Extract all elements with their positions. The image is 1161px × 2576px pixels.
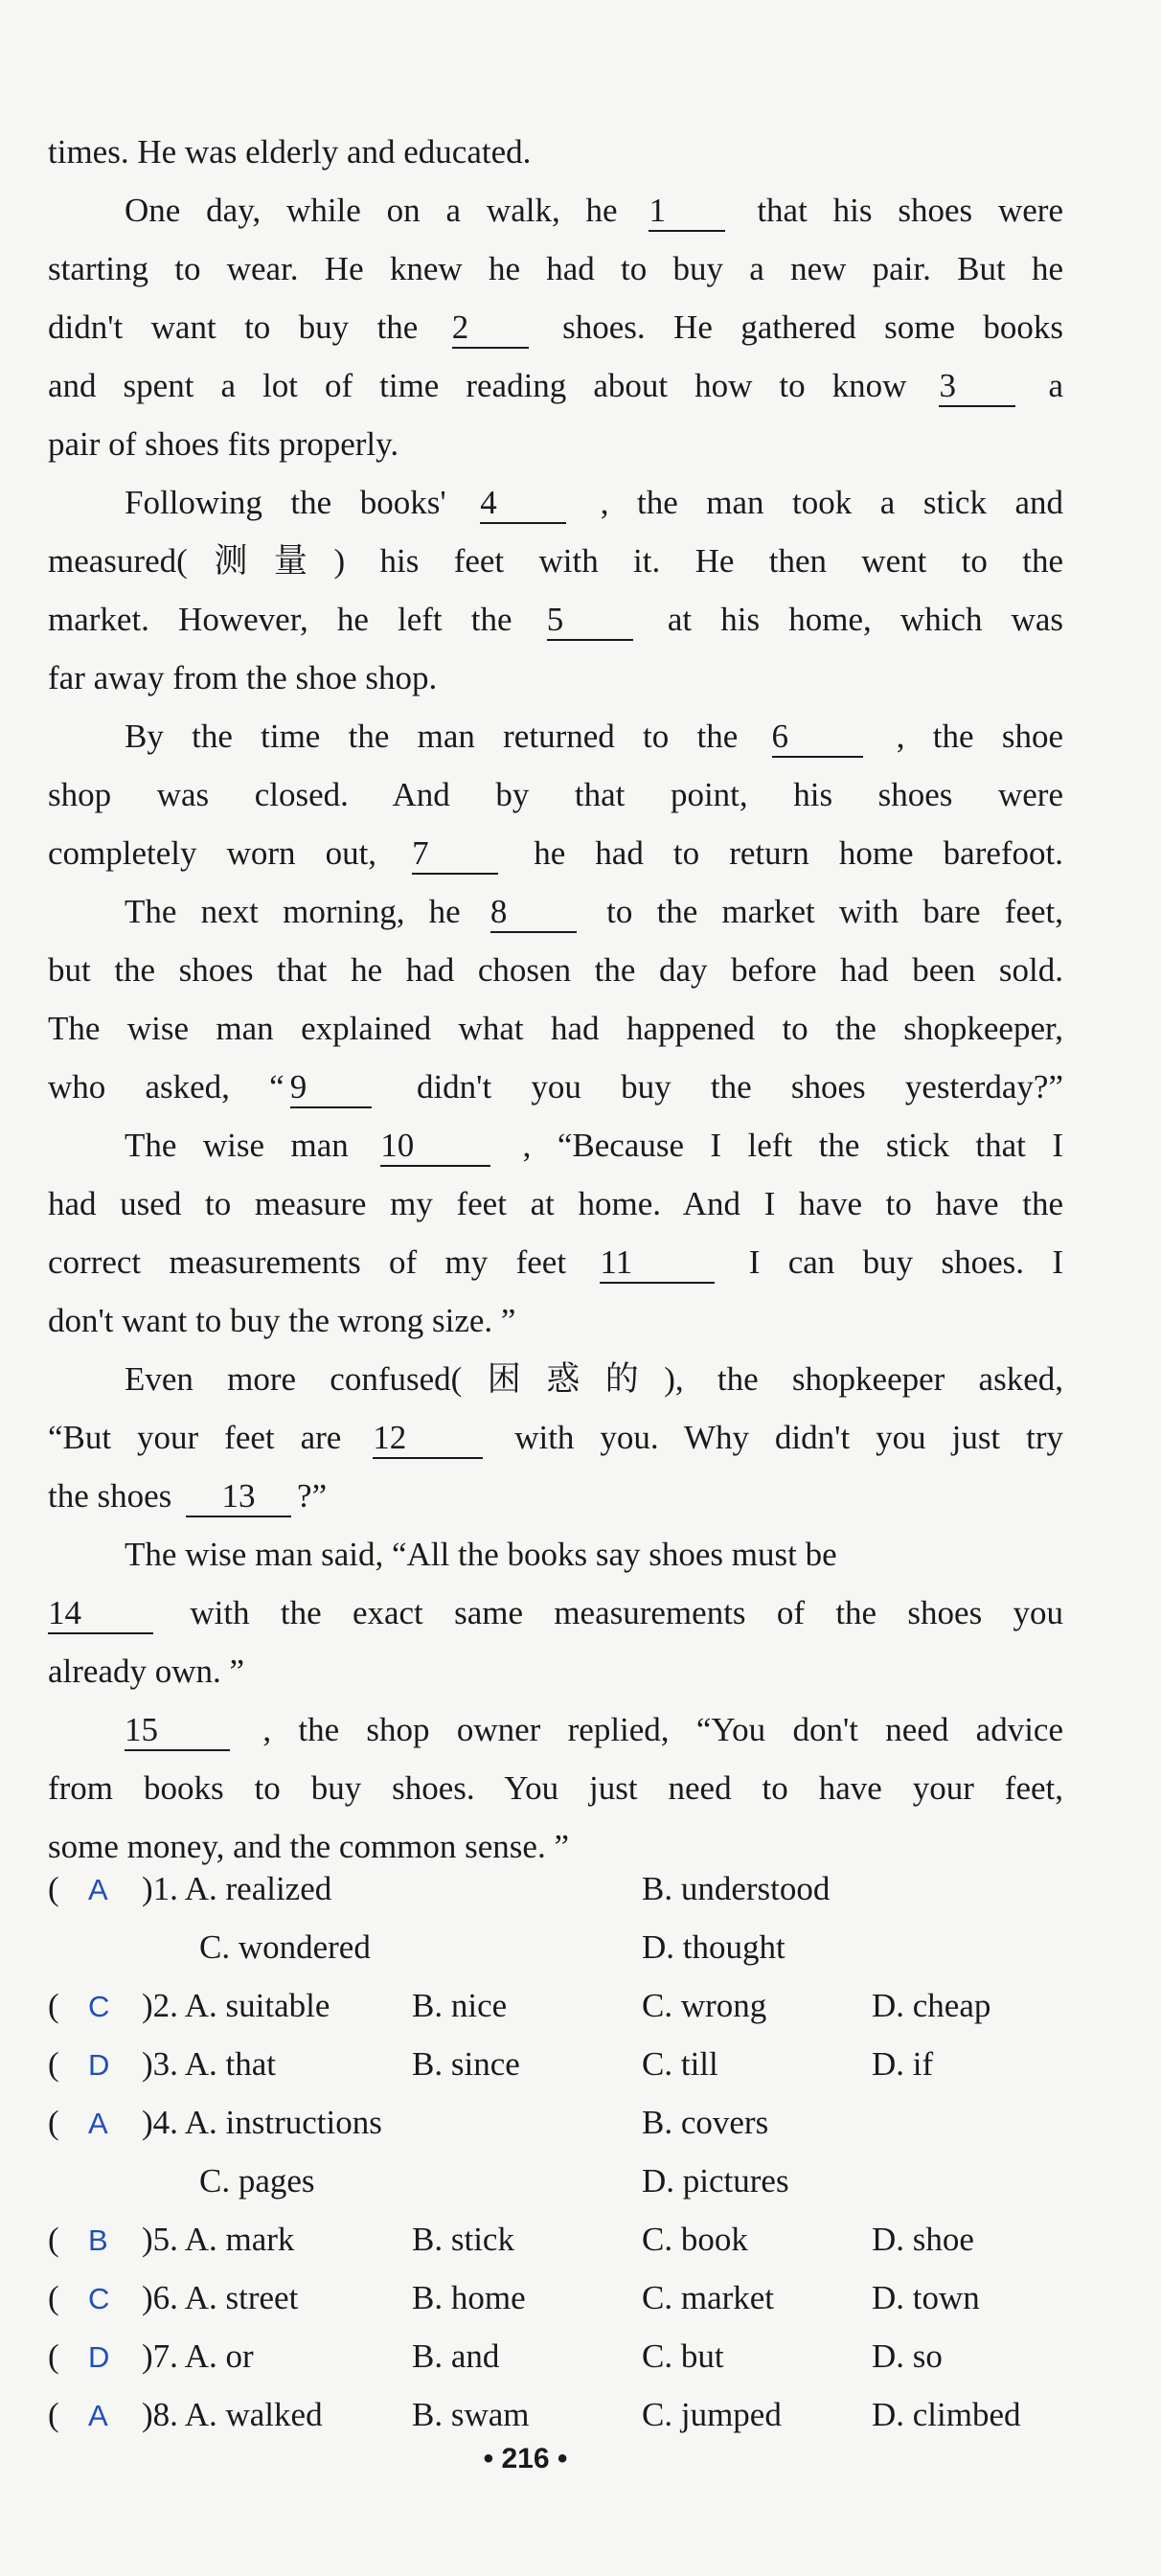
answer-letter: C — [88, 2282, 110, 2315]
question-option-a: )4. A. instructions — [142, 2104, 382, 2141]
blank-4: 4 — [480, 484, 566, 524]
question-option-d: D. cheap — [872, 1987, 991, 2024]
passage-text: The wise man said, “All the books say shoes must be — [125, 1536, 837, 1573]
question-option-a: )8. A. walked — [142, 2396, 323, 2433]
passage-line — [48, 1408, 1063, 1467]
answer-letter: A — [88, 1873, 108, 1906]
question-option-a: )1. A. realized — [142, 1870, 332, 1907]
passage-line — [48, 1584, 1063, 1642]
question-row — [48, 2162, 1102, 2221]
question-option-a: )6. A. street — [142, 2279, 299, 2316]
blank-12: 12 — [373, 1419, 483, 1459]
blank-7: 7 — [412, 834, 498, 875]
blank-1: 1 — [649, 192, 725, 232]
passage-text: completely worn out, — [48, 834, 377, 872]
blank-14: 14 — [48, 1594, 153, 1634]
paren-open: ( — [48, 1870, 59, 1907]
passage-text: One day, while on a walk, he — [125, 192, 618, 229]
multiple-choice-questions — [48, 1870, 1102, 2454]
passage-line — [48, 882, 1063, 941]
question-option-a: )5. A. mark — [142, 2221, 295, 2258]
passage-text: Even more confused(困惑的), the shopkeeper asked, — [125, 1360, 1063, 1398]
passage-line — [48, 1058, 1063, 1116]
passage-line — [48, 181, 1063, 239]
passage-line — [48, 1467, 1063, 1525]
paren-open: ( — [48, 1987, 59, 2024]
passage-line — [48, 1642, 1063, 1700]
passage-text: the shoes — [48, 1477, 172, 1515]
blank-3: 3 — [939, 367, 1015, 407]
question-option-b: B. covers — [642, 2104, 769, 2141]
passage-text: had used to measure my feet at home. And I have to have the — [48, 1185, 1063, 1222]
blank-6: 6 — [772, 718, 863, 758]
passage-text: , the shoe — [896, 718, 1063, 755]
answer-letter: A — [88, 2107, 108, 2140]
question-option-b: B. stick — [412, 2221, 514, 2258]
passage-text: far away from the shoe shop. — [48, 659, 438, 696]
paren-open: ( — [48, 2104, 59, 2141]
passage-text: ?” — [297, 1477, 328, 1515]
answer-letter: D — [88, 2048, 110, 2082]
passage-line — [48, 415, 1063, 473]
passage-text: that his shoes were — [757, 192, 1063, 229]
blank-9: 9 — [290, 1068, 372, 1108]
question-option-c: C. pages — [199, 2162, 315, 2200]
passage-text: to the market with bare feet, — [606, 893, 1064, 930]
question-option-b: B. since — [412, 2045, 520, 2083]
question-option-c: C. book — [642, 2221, 748, 2258]
question-option-b: B. swam — [412, 2396, 530, 2433]
passage-line — [48, 590, 1063, 649]
question-option-a: )3. A. that — [142, 2045, 276, 2083]
question-option-b: B. nice — [412, 1987, 508, 2024]
passage-text: didn't you buy the shoes yesterday?” — [416, 1068, 1064, 1106]
question-row — [48, 2045, 1102, 2104]
passage-text: By the time the man returned to the — [125, 718, 739, 755]
passage-line — [48, 532, 1063, 590]
question-row — [48, 1987, 1102, 2045]
passage-line — [48, 999, 1063, 1058]
paren-open: ( — [48, 2337, 59, 2375]
passage-text: pair of shoes fits properly. — [48, 425, 399, 463]
passage-line — [48, 707, 1063, 765]
question-row — [48, 1928, 1102, 1987]
answer-letter: B — [88, 2223, 108, 2257]
question-row — [48, 2104, 1102, 2162]
passage-text: starting to wear. He knew he had to buy a new pair. But he — [48, 250, 1063, 287]
passage-line — [48, 1291, 1063, 1350]
passage-line — [48, 1174, 1063, 1233]
passage-text: with you. Why didn't you just try — [514, 1419, 1063, 1456]
paren-open: ( — [48, 2396, 59, 2433]
question-option-c: C. jumped — [642, 2396, 782, 2433]
question-option-b: B. and — [412, 2337, 500, 2375]
passage-text: at his home, which was — [667, 601, 1064, 638]
question-row — [48, 2221, 1102, 2279]
passage-line — [48, 473, 1063, 532]
passage-text: correct measurements of my feet — [48, 1243, 567, 1281]
passage-text: The wise man — [125, 1127, 349, 1164]
answer-letter: A — [88, 2399, 108, 2432]
question-option-d: D. climbed — [872, 2396, 1021, 2433]
passage-text: The next morning, he — [125, 893, 461, 930]
answer-letter: C — [88, 1990, 110, 2023]
passage-text: Following the books' — [125, 484, 446, 521]
question-option-d: D. so — [872, 2337, 943, 2375]
passage-text: The wise man explained what had happened to the shopkeeper, — [48, 1010, 1063, 1047]
passage-line — [48, 765, 1063, 824]
question-row — [48, 2337, 1102, 2396]
question-option-c: C. but — [642, 2337, 724, 2375]
passage-text: measured(测量) his feet with it. He then went to the — [48, 542, 1063, 580]
passage-line — [48, 298, 1063, 356]
passage-text: with the exact same measurements of the shoes you — [190, 1594, 1064, 1631]
paren-open: ( — [48, 2045, 59, 2083]
question-option-a: )7. A. or — [142, 2337, 254, 2375]
passage-line — [48, 356, 1063, 415]
question-option-c: C. market — [642, 2279, 775, 2316]
passage-line — [48, 239, 1063, 298]
question-option-d: D. thought — [642, 1928, 785, 1966]
blank-11: 11 — [600, 1243, 715, 1284]
passage-text: who asked, “ — [48, 1068, 285, 1106]
blank-8: 8 — [490, 893, 577, 933]
passage-line — [48, 824, 1063, 882]
reading-passage — [48, 123, 1063, 1876]
passage-text: , the shop owner replied, “You don't need advice — [262, 1711, 1063, 1748]
question-option-d: D. if — [872, 2045, 934, 2083]
question-option-c: C. till — [642, 2045, 718, 2083]
blank-15: 15 — [125, 1711, 230, 1751]
page-number: • 216 • — [483, 2443, 568, 2474]
question-row — [48, 2279, 1102, 2337]
passage-line — [48, 1350, 1063, 1408]
passage-line — [48, 1817, 1063, 1876]
passage-line — [48, 1700, 1063, 1759]
passage-line — [48, 1759, 1063, 1817]
question-option-d: D. pictures — [642, 2162, 789, 2200]
passage-line — [48, 649, 1063, 707]
answer-letter: D — [88, 2340, 110, 2374]
passage-text: but the shoes that he had chosen the day before had been sold. — [48, 951, 1063, 989]
question-option-d: D. shoe — [872, 2221, 974, 2258]
question-option-b: B. home — [412, 2279, 526, 2316]
passage-text: , the man took a stick and — [600, 484, 1064, 521]
paren-open: ( — [48, 2221, 59, 2258]
passage-text: a — [1048, 367, 1064, 404]
question-option-c: C. wrong — [642, 1987, 767, 2024]
passage-text: and spent a lot of time reading about how to know — [48, 367, 907, 404]
passage-text: don't want to buy the wrong size. ” — [48, 1302, 516, 1339]
passage-line — [48, 123, 1063, 181]
passage-text: market. However, he left the — [48, 601, 512, 638]
question-row — [48, 1870, 1102, 1928]
passage-text: he had to return home barefoot. — [534, 834, 1064, 872]
question-option-a: )2. A. suitable — [142, 1987, 330, 2024]
passage-text: didn't want to buy the — [48, 308, 419, 346]
passage-line — [48, 1525, 1063, 1584]
blank-5: 5 — [547, 601, 633, 641]
passage-text: , “Because I left the stick that I — [522, 1127, 1063, 1164]
passage-text: shop was closed. And by that point, his shoes were — [48, 776, 1063, 813]
passage-text: already own. ” — [48, 1653, 245, 1690]
passage-line — [48, 1233, 1063, 1291]
passage-text: shoes. He gathered some books — [562, 308, 1064, 346]
passage-text: “But your feet are — [48, 1419, 342, 1456]
passage-text: times. He was elderly and educated. — [48, 133, 532, 171]
passage-line — [48, 1116, 1063, 1174]
passage-line — [48, 941, 1063, 999]
blank-2: 2 — [452, 308, 529, 349]
paren-open: ( — [48, 2279, 59, 2316]
passage-text: from books to buy shoes. You just need to have your feet, — [48, 1769, 1063, 1807]
blank-13: 13 — [186, 1477, 291, 1517]
question-option-b: B. understood — [642, 1870, 831, 1907]
passage-text: I can buy shoes. I — [748, 1243, 1064, 1281]
question-option-d: D. town — [872, 2279, 980, 2316]
question-option-c: C. wondered — [199, 1928, 371, 1966]
passage-text: some money, and the common sense. ” — [48, 1828, 569, 1865]
blank-10: 10 — [380, 1127, 490, 1167]
